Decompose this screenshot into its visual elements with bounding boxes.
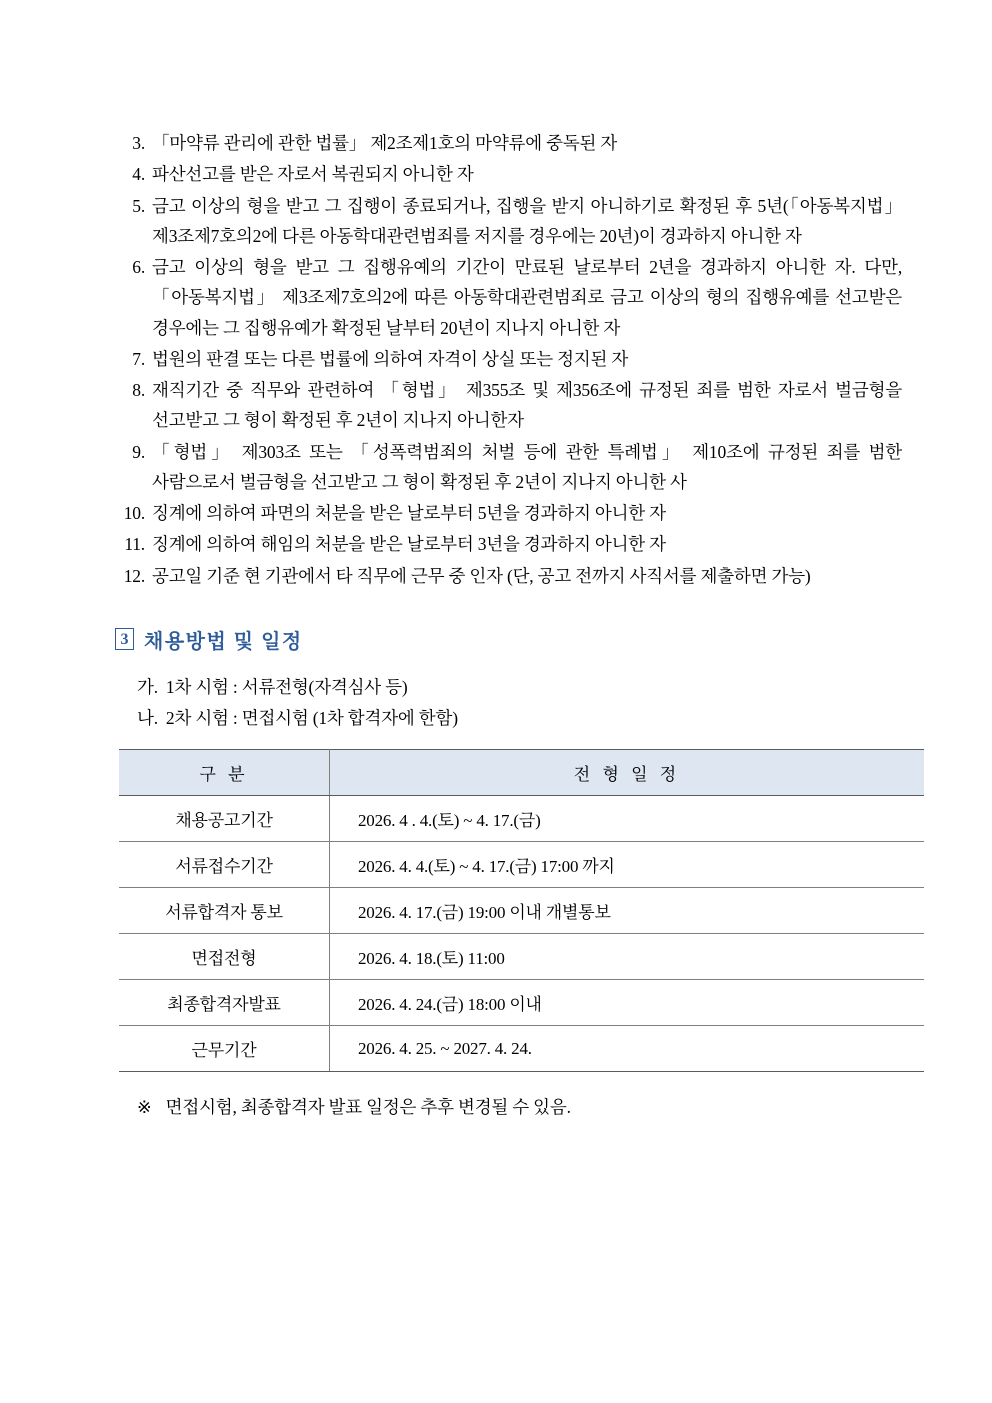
cell-schedule: 2026. 4. 4.(토) ~ 4. 17.(금) 17:00 까지 xyxy=(330,842,925,888)
clause-number: 12. xyxy=(123,565,145,586)
cell-division: 근무기간 xyxy=(119,1026,330,1072)
column-header-division: 구 분 xyxy=(119,750,330,796)
clause-number: 5. xyxy=(132,195,145,216)
list-item xyxy=(115,498,902,528)
cell-division: 최종합격자발표 xyxy=(119,980,330,1026)
clause-text: 징계에 의하여 파면의 처분을 받은 날로부터 5년을 경과하지 아니한 자 xyxy=(152,503,666,524)
table-row xyxy=(119,888,924,934)
section-title: 채용방법 및 일정 xyxy=(144,630,303,653)
clause-text: 금고 이상의 형을 받고 그 집행이 종료되거나, 집행을 받지 아니하기로 확정된 후 5년(「아동복지법」 제3조제7호의2에 다른 아동학대관련범죄를 저지를 경우에는 20년)이 경과하지 아니한 자 xyxy=(152,195,902,246)
clause-text: 「마약류 관리에 관한 법률」 제2조제1호의 마약류에 중독된 자 xyxy=(152,133,618,153)
list-item xyxy=(115,128,902,158)
clause-number: 9. xyxy=(132,441,145,462)
table-row xyxy=(119,842,924,888)
list-item xyxy=(115,252,902,343)
section-number-box: 3 xyxy=(115,628,134,650)
cell-division: 서류접수기간 xyxy=(119,842,330,888)
sub-item-text: 2차 시험 : 면접시험 (1차 합격자에 한함) xyxy=(165,707,458,728)
table-row xyxy=(119,796,924,842)
section-heading xyxy=(115,625,902,654)
sub-item-first-exam xyxy=(137,672,902,703)
schedule-table xyxy=(119,749,924,1072)
clause-text: 「형법」 제303조 또는 「성폭력범죄의 처벌 등에 관한 특례법」 제10조에 규정된 죄를 범한 사람으로서 벌금형을 선고받고 그 형이 확정된 후 2년이 지나지 아니한 사 xyxy=(152,441,902,492)
cell-schedule: 2026. 4 . 4.(토) ~ 4. 17.(금) xyxy=(330,796,925,842)
list-item xyxy=(115,561,902,591)
disqualification-clause-list xyxy=(115,128,902,591)
clause-number: 11. xyxy=(124,534,145,555)
table-body xyxy=(119,796,924,1072)
list-item xyxy=(115,159,902,189)
cell-division: 서류합격자 통보 xyxy=(119,888,330,934)
cell-schedule: 2026. 4. 25. ~ 2027. 4. 24. xyxy=(330,1026,925,1072)
cell-division: 채용공고기간 xyxy=(119,796,330,842)
table-row xyxy=(119,980,924,1026)
clause-text: 징계에 의하여 해임의 처분을 받은 날로부터 3년을 경과하지 아니한 자 xyxy=(152,534,666,555)
note-mark-icon: ※ xyxy=(137,1097,152,1118)
clause-text: 재직기간 중 직무와 관련하여 「형법」 제355조 및 제356조에 규정된 죄를 범한 자로서 벌금형을 선고받고 그 형이 확정된 후 2년이 지나지 아니한자 xyxy=(152,380,902,431)
clause-text: 공고일 기준 현 기관에서 타 직무에 근무 중 인자 (단, 공고 전까지 사직서를 제출하면 가능) xyxy=(152,565,811,586)
schedule-note xyxy=(137,1094,902,1119)
clause-number: 4. xyxy=(132,164,145,185)
cell-schedule: 2026. 4. 24.(금) 18:00 이내 xyxy=(330,980,925,1026)
table-header-row xyxy=(119,750,924,796)
column-header-schedule: 전 형 일 정 xyxy=(330,750,925,796)
clause-number: 10. xyxy=(123,503,145,524)
clause-text: 파산선고를 받은 자로서 복권되지 아니한 자 xyxy=(152,164,474,185)
clause-text: 금고 이상의 형을 받고 그 집행유예의 기간이 만료된 날로부터 2년을 경과하지 아니한 자. 다만, 「아동복지법」 제3조제7호의2에 따른 아동학대관련범죄로 금고 이상의 형의 집행유예를 선고받은 경우에는 그 집행유예가 확정된 날부터 20년이 지나지 아니한 자 xyxy=(152,257,902,338)
cell-schedule: 2026. 4. 17.(금) 19:00 이내 개별통보 xyxy=(330,888,925,934)
sub-item-label: 가. xyxy=(137,676,158,697)
sub-item-label: 나. xyxy=(137,707,158,728)
sub-item-text: 1차 시험 : 서류전형(자격심사 등) xyxy=(165,676,408,697)
cell-schedule: 2026. 4. 18.(토) 11:00 xyxy=(330,934,925,980)
list-item xyxy=(115,191,902,252)
cell-division: 면접전형 xyxy=(119,934,330,980)
sub-item-second-exam xyxy=(137,703,902,734)
clause-number: 8. xyxy=(132,380,145,401)
list-item xyxy=(115,375,902,436)
table-header xyxy=(119,750,924,796)
table-row xyxy=(119,1026,924,1072)
list-item xyxy=(115,437,902,498)
table-row xyxy=(119,934,924,980)
clause-number: 7. xyxy=(132,348,145,369)
list-item xyxy=(115,344,902,374)
clause-number: 3. xyxy=(132,133,145,153)
clause-number: 6. xyxy=(132,257,145,278)
list-item xyxy=(115,529,902,559)
note-text: 면접시험, 최종합격자 발표 일정은 추후 변경될 수 있음. xyxy=(165,1097,571,1118)
clause-text: 법원의 판결 또는 다른 법률에 의하여 자격이 상실 또는 정지된 자 xyxy=(152,348,629,369)
